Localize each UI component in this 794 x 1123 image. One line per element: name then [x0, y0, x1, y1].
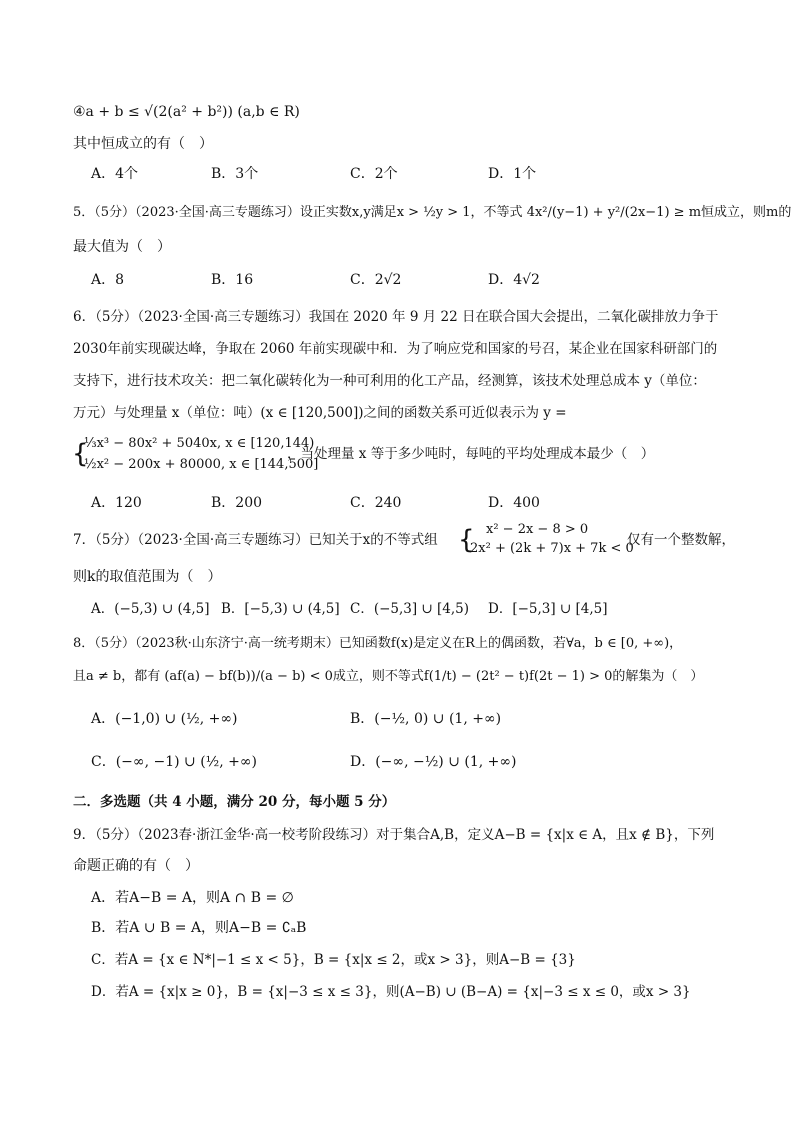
q8-line2: 且a ≠ b，都有 (af(a) − bf(b))/(a − b) < 0成立，则不等式f(1/t) − (2t² − t)f(2t − 1) > 0的解集为（ ）	[73, 669, 704, 684]
q7-sys2: 2x² + (2k + 7)x + 7k < 0	[470, 541, 634, 556]
q8-option-a: A．(−1,0) ∪ (½, +∞)	[91, 711, 238, 727]
q5-line2: 最大值为（ ）	[73, 239, 171, 255]
q6-brace: {	[72, 439, 89, 469]
q7-option-d: D．[−5,3] ∪ [4,5]	[488, 601, 608, 617]
q7-brace: {	[458, 525, 475, 555]
q8-option-d: D．(−∞, −½) ∪ (1, +∞)	[350, 754, 517, 770]
q7-option-c: C．(−5,3] ∪ [4,5)	[350, 601, 470, 617]
q6-option-c: C．240	[350, 495, 402, 511]
q6-line3: 支持下，进行技术攻关：把二氧化碳转化为一种可利用的化工产品，经测算，该技术处理总成本 y（单位：	[73, 373, 706, 389]
q4-option-d: D．1个	[488, 166, 537, 182]
q7-option-b: B．[−5,3) ∪ (4,5]	[221, 601, 340, 617]
q8-line1: 8．（5分）（2023秋·山东济宁·高一统考期末）已知函数f(x)是定义在R上的偶函数，若∀a，b ∈ [0, +∞)，	[73, 636, 683, 651]
q6-line1: 6．（5分）（2023·全国·高三专题练习）我国在 2020 年 9 月 22 日在联合国大会提出，二氧化碳排放力争于	[73, 309, 719, 325]
q9-option-a: A．若A−B = A，则A ∩ B = ∅	[91, 890, 294, 906]
q7-line2: 则k的取值范围为（ ）	[73, 569, 222, 585]
q6-line4: 万元）与处理量 x（单位：吨）(x ∈ [120,500])之间的函数关系可近似表示为 y =	[73, 405, 567, 421]
q6-piece2: ½x² − 200x + 80000, x ∈ [144,500]	[84, 457, 319, 472]
section-heading-multiple-choice: 二．多选题（共 4 小题，满分 20 分，每小题 5 分）	[73, 794, 396, 810]
q7-option-a: A．(−5,3) ∪ (4,5]	[91, 601, 210, 617]
q7-tail: 仅有一个整数解，	[627, 532, 735, 548]
q6-option-d: D．400	[488, 495, 540, 511]
q4-item4: ④a + b ≤ √(2(a² + b²)) (a,b ∈ R)	[73, 104, 300, 120]
q4-option-b: B．3个	[211, 166, 259, 182]
q6-line2: 2030年前实现碳达峰，争取在 2060 年前实现碳中和．为了响应党和国家的号召，某企业在国家科研部门的	[73, 341, 718, 357]
q9-line2: 命题正确的有（ ）	[73, 858, 199, 874]
q6-piece1: ⅓x³ − 80x² + 5040x, x ∈ [120,144)	[84, 436, 315, 451]
q9-option-c: C．若A = {x ∈ N*|−1 ≤ x < 5}，B = {x|x ≤ 2，或x > 3}，则A−B = {3}	[91, 952, 576, 968]
q5-option-b: B．16	[211, 272, 254, 288]
q7-sys1: x² − 2x − 8 > 0	[486, 522, 589, 537]
q9-option-b: B．若A ∪ B = A，则A−B = ∁ₐB	[91, 920, 307, 936]
q9-line1: 9．（5分）（2023春·浙江金华·高一校考阶段练习）对于集合A,B，定义A−B = {x|x ∈ A，且x ∉ B}，下列	[73, 827, 715, 843]
q6-tail: ，当处理量 x 等于多少吨时，每吨的平均处理成本最少（ ）	[287, 446, 655, 462]
q5-line1: 5．（5分）（2023·全国·高三专题练习）设正实数x,y满足x > ½y > 1，不等式 4x²/(y−1) + y²/(2x−1) ≥ m恒成立，则m的	[73, 205, 792, 220]
q4-option-a: A．4个	[91, 166, 139, 182]
q5-option-a: A．8	[91, 272, 125, 288]
q8-option-b: B．(−½, 0) ∪ (1, +∞)	[350, 711, 502, 727]
q9-option-d: D．若A = {x|x ≥ 0}，B = {x|−3 ≤ x ≤ 3}，则(A−B) ∪ (B−A) = {x|−3 ≤ x ≤ 0，或x > 3}	[91, 984, 691, 1000]
q4-option-c: C．2个	[350, 166, 398, 182]
q8-option-c: C．(−∞, −1) ∪ (½, +∞)	[91, 754, 257, 770]
q6-option-a: A．120	[91, 495, 142, 511]
q7-lead: 7．（5分）（2023·全国·高三专题练习）已知关于x的不等式组	[73, 532, 438, 548]
q5-option-c: C．2√2	[350, 272, 402, 288]
q6-option-b: B．200	[211, 495, 263, 511]
q4-stem: 其中恒成立的有（ ）	[73, 136, 213, 152]
q5-option-d: D．4√2	[488, 272, 540, 288]
